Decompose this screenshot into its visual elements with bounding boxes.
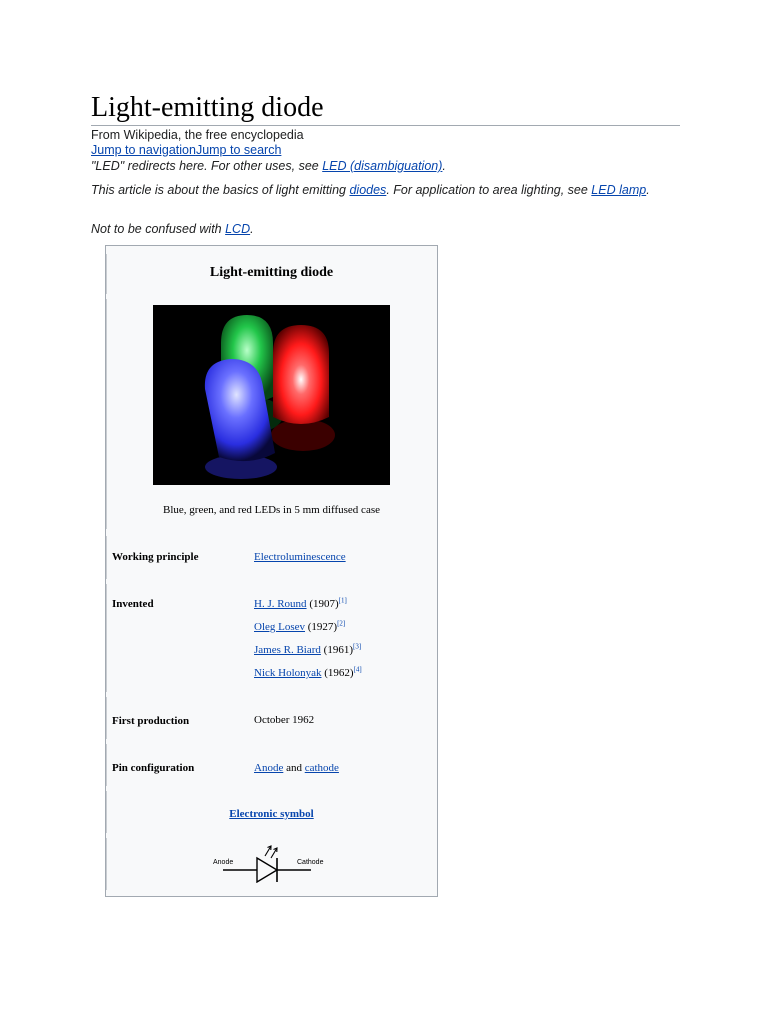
page-title: Light-emitting diode [91, 92, 324, 123]
infobox-cell-divider [106, 536, 107, 579]
hatnote-text: . [442, 159, 446, 173]
citation-link[interactable]: [4] [353, 665, 362, 674]
hatnote-text: . [646, 183, 650, 197]
led-photo[interactable] [153, 305, 390, 485]
infobox [105, 245, 438, 897]
hatnote-about [91, 182, 661, 198]
led-disambiguation-link[interactable]: LED (disambiguation) [322, 159, 443, 173]
citation-link[interactable]: [2] [337, 619, 346, 628]
infobox-cell-divider [106, 744, 107, 786]
site-tagline: From Wikipedia, the free encyclopedia [91, 128, 304, 142]
hatnote-text: . For application to area lighting, see [386, 183, 592, 197]
first-production-value: October 1962 [254, 714, 315, 726]
invented-label: Invented [112, 598, 154, 610]
first-production-label: First production [112, 715, 190, 727]
title-divider [91, 125, 680, 126]
inventor-link[interactable]: H. J. Round [254, 598, 307, 610]
pin-conjunction: and [286, 762, 302, 774]
led-lamp-link[interactable]: LED lamp [591, 183, 647, 197]
hatnote-text: "LED" redirects here. For other uses, see [91, 159, 323, 173]
working-principle-label: Working principle [112, 551, 199, 563]
pin-configuration-label: Pin configuration [112, 762, 195, 774]
symbol-cathode-label: Cathode [297, 859, 324, 866]
hatnote-text: . [250, 222, 254, 236]
inventor-entry [254, 667, 362, 679]
inventor-link[interactable]: James R. Biard [254, 644, 321, 656]
hatnote-confusion [91, 221, 661, 237]
working-principle-value [254, 551, 346, 563]
electronic-symbol-label [106, 808, 437, 820]
infobox-cell-divider [106, 697, 107, 739]
jump-to-search-link[interactable]: Jump to search [195, 143, 282, 157]
inventor-year: (1962) [324, 667, 354, 679]
citation-link[interactable]: [1] [338, 596, 347, 605]
infobox-title: Light-emitting diode [209, 265, 334, 280]
jump-links [91, 143, 281, 158]
infobox-cell-divider [106, 838, 107, 890]
diodes-link[interactable]: diodes [349, 183, 387, 197]
inventor-year: (1907) [309, 598, 339, 610]
lcd-link[interactable]: LCD [225, 222, 251, 236]
led-symbol-diagram[interactable] [213, 841, 333, 883]
inventor-entry [254, 644, 361, 656]
pin-configuration-value [254, 762, 339, 774]
electronic-symbol-link[interactable]: Electronic symbol [229, 808, 314, 820]
infobox-cell-divider [106, 299, 107, 529]
inventor-year: (1961) [323, 644, 353, 656]
cathode-link[interactable]: cathode [304, 762, 339, 774]
inventor-entry [254, 598, 347, 610]
symbol-diode-triangle [257, 858, 277, 882]
inventor-year: (1927) [307, 621, 338, 633]
red-led-shape [273, 325, 329, 424]
jump-to-navigation-link[interactable]: Jump to navigation [91, 143, 196, 157]
anode-link[interactable]: Anode [254, 762, 284, 774]
image-caption: Blue, green, and red LEDs in 5 mm diffused case [163, 504, 380, 516]
inventor-link[interactable]: Oleg Losev [254, 621, 306, 633]
citation-link[interactable]: [3] [353, 642, 362, 651]
inventor-entry [254, 621, 345, 633]
hatnote-redirect [91, 158, 661, 174]
symbol-anode-label: Anode [213, 859, 234, 866]
infobox-cell-divider [106, 584, 107, 692]
hatnote-text: Not to be confused with [91, 222, 226, 236]
inventor-link[interactable]: Nick Holonyak [254, 667, 322, 679]
electroluminescence-link[interactable]: Electroluminescence [254, 551, 346, 563]
hatnote-text: This article is about the basics of light emitting [91, 183, 350, 197]
